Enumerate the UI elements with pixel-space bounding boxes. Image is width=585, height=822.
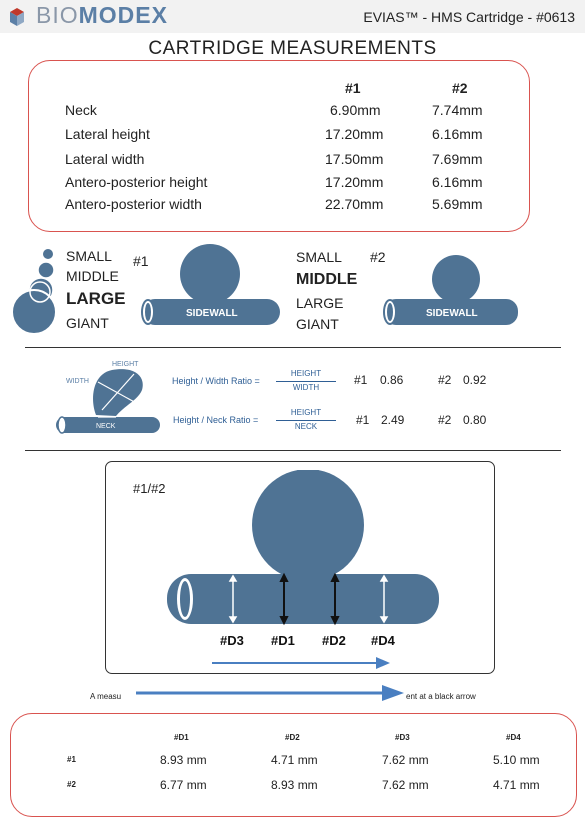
ratio-diagram-neck: NECK — [96, 423, 116, 430]
hn-value-2: 0.80 — [463, 413, 487, 427]
row-label-ap-height: Antero-posterior height — [65, 174, 208, 190]
row-label-neck: Neck — [65, 102, 97, 118]
hw-numerator: HEIGHT — [290, 369, 322, 378]
hn-tag-1: #1 — [356, 413, 370, 427]
size-small-1: SMALL — [66, 248, 112, 264]
note-arrow-icon — [134, 683, 406, 703]
size-small-2: SMALL — [296, 249, 342, 265]
hw-tag-2: #2 — [438, 373, 452, 387]
biomodex-logo — [6, 2, 186, 28]
hw-value-2: 0.92 — [463, 373, 487, 387]
hw-value-1: 0.86 — [380, 373, 404, 387]
dtable-header-d4: #D4 — [506, 733, 521, 742]
dtable-header-d1: #D1 — [174, 733, 189, 742]
size-large-2: LARGE — [296, 295, 344, 311]
row-label-lateral-height: Lateral height — [65, 126, 150, 142]
direction-arrow-icon — [210, 655, 392, 671]
label-d3: #D3 — [220, 633, 244, 648]
cartridge-tag-1: #1 — [133, 253, 149, 269]
hw-ratio-label: Height / Width Ratio = — [172, 376, 260, 386]
col2-header: #2 — [452, 80, 468, 96]
divider-2 — [25, 450, 561, 451]
dtable-row2-d3: 7.62 mm — [382, 778, 429, 792]
row-lateral-width-v1: 17.50mm — [325, 151, 384, 167]
row-neck-v1: 6.90mm — [330, 102, 381, 118]
dtable-row2-tag: #2 — [67, 780, 76, 789]
dtable-row1-d1: 8.93 mm — [160, 753, 207, 767]
row-ap-width-v1: 22.70mm — [325, 196, 384, 212]
logo-bio-text: BIO — [36, 2, 79, 28]
size-circles-icon — [8, 240, 68, 340]
size-giant-2: GIANT — [296, 316, 339, 332]
logo-modex-text: MODEX — [78, 2, 168, 28]
row-lateral-height-v1: 17.20mm — [325, 126, 384, 142]
ratio-diagram-height: HEIGHT — [112, 361, 139, 368]
row-lateral-height-v2: 6.16mm — [432, 126, 483, 142]
hn-ratio-label: Height / Neck Ratio = — [173, 415, 259, 425]
dtable-row2-d4: 4.71 mm — [493, 778, 540, 792]
diagram-label: #1/#2 — [133, 481, 166, 496]
sidewall-label-2: SIDEWALL — [426, 308, 478, 319]
label-d4: #D4 — [371, 633, 395, 648]
dtable-row2-d1: 6.77 mm — [160, 778, 207, 792]
divider-1 — [25, 347, 561, 348]
dtable-row1-d4: 5.10 mm — [493, 753, 540, 767]
dtable-row1-d3: 7.62 mm — [382, 753, 429, 767]
row-label-ap-width: Antero-posterior width — [65, 196, 202, 212]
sidewall-label-1: SIDEWALL — [186, 308, 238, 319]
hw-denominator: WIDTH — [292, 383, 320, 392]
hn-value-1: 2.49 — [381, 413, 405, 427]
row-ap-height-v1: 17.20mm — [325, 174, 384, 190]
diameter-vessel-diagram — [165, 470, 445, 630]
hw-tag-1: #1 — [354, 373, 368, 387]
note-text-right: ent at a black arrow — [406, 692, 476, 701]
note-text-left: A measu — [90, 692, 122, 701]
dtable-row1-tag: #1 — [67, 755, 76, 764]
size-middle-1: MIDDLE — [66, 268, 119, 284]
header-title: EVIAS™ - HMS Cartridge - #0613 — [363, 9, 575, 25]
dtable-row1-d2: 4.71 mm — [271, 753, 318, 767]
row-ap-width-v2: 5.69mm — [432, 196, 483, 212]
dtable-row2-d2: 8.93 mm — [271, 778, 318, 792]
row-lateral-width-v2: 7.69mm — [432, 151, 483, 167]
logo-cube-icon — [6, 6, 36, 28]
hn-tag-2: #2 — [438, 413, 452, 427]
hn-fraction-line — [276, 420, 336, 421]
row-neck-v2: 7.74mm — [432, 102, 483, 118]
size-large-1: LARGE — [66, 289, 126, 308]
dtable-header-d3: #D3 — [395, 733, 410, 742]
hw-fraction-line — [276, 381, 336, 382]
cartridge-tag-2: #2 — [370, 249, 386, 265]
size-giant-1: GIANT — [66, 315, 109, 331]
row-label-lateral-width: Lateral width — [65, 151, 145, 167]
dtable-header-d2: #D2 — [285, 733, 300, 742]
row-ap-height-v2: 6.16mm — [432, 174, 483, 190]
col1-header: #1 — [345, 80, 361, 96]
ratio-diagram-width: WIDTH — [66, 378, 89, 385]
label-d2: #D2 — [322, 633, 346, 648]
hn-numerator: HEIGHT — [290, 408, 322, 417]
hn-denominator: NECK — [294, 422, 318, 431]
size-middle-2: MIDDLE — [296, 271, 358, 288]
page-title: CARTRIDGE MEASUREMENTS — [148, 38, 437, 59]
label-d1: #D1 — [271, 633, 295, 648]
